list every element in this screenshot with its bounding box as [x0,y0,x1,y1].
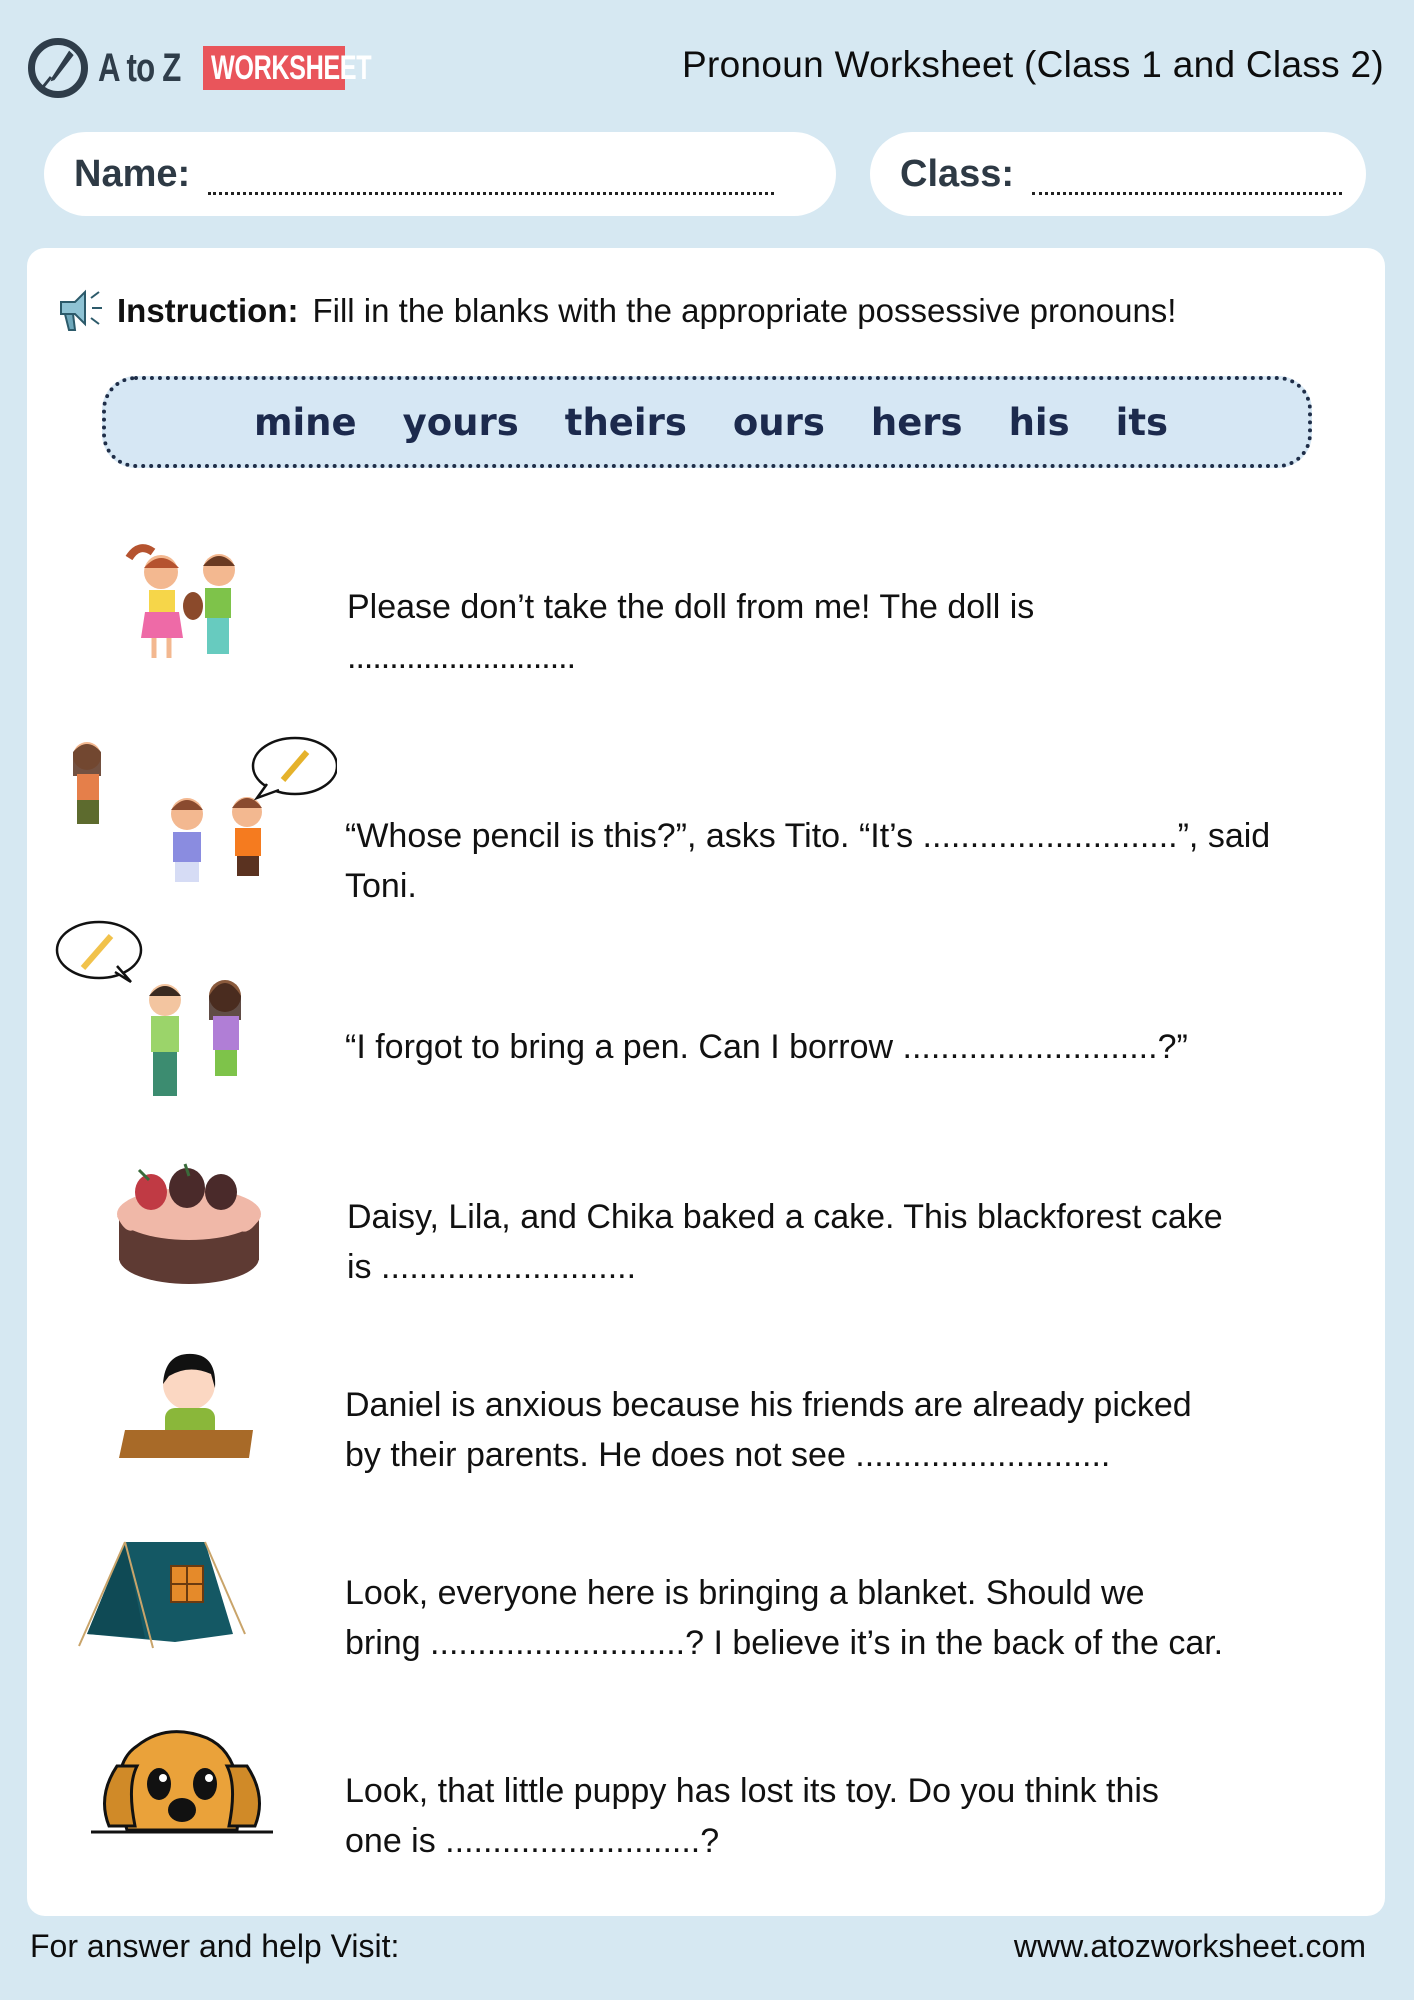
cake-icon [109,1158,269,1288]
answer-blank[interactable]: ........................... [347,638,576,676]
question-line: Please don’t take the doll from me! The doll is [347,588,1035,626]
kids-pencil-speech-icon [57,736,337,911]
puppy-icon [87,1726,277,1836]
question-line: Toni. [345,867,417,905]
question-line: “Whose pencil is this?”, asks Tito. “It’s ...........................”, said [345,817,1271,855]
question-line: Daisy, Lila, and Chika baked a cake. This blackforest cake [347,1198,1223,1236]
question-line: Look, that little puppy has lost its toy. Do you think this [345,1772,1159,1810]
word-bank-item: ours [732,400,825,444]
question-text [345,811,1385,911]
question-line: by their parents. He does not see ........................... [345,1436,1111,1474]
kids-fighting-doll-icon [119,538,249,668]
word-bank-item: mine [253,400,357,444]
footer-help-text: For answer and help Visit: [30,1928,400,1964]
word-bank-item: his [1008,400,1070,444]
question-text [345,1380,1385,1480]
logo-badge [203,46,372,90]
word-bank-item: yours [402,400,519,444]
question-text [345,1766,1385,1866]
question-text [347,582,1387,682]
question-line: Look, everyone here is bringing a blanket. Should we [345,1574,1145,1612]
megaphone-icon [55,288,107,334]
logo-brand-text: A to Z [98,45,181,90]
worksheet-card [27,248,1385,1916]
question-text [347,1192,1387,1292]
name-blank-line[interactable] [208,175,774,195]
word-bank [102,376,1312,468]
question-text [345,1022,1385,1072]
class-blank-line[interactable] [1032,175,1342,195]
name-field[interactable] [44,132,836,216]
page-title: Pronoun Worksheet (Class 1 and Class 2) [682,44,1384,85]
tent-icon [75,1538,255,1658]
class-label: Class: [900,152,1015,195]
class-field[interactable] [870,132,1366,216]
name-label: Name: [74,152,191,195]
header [0,0,1414,130]
site-logo[interactable] [28,38,372,98]
word-bank-item: hers [870,400,963,444]
instruction [55,288,1176,334]
anxious-boy-icon [119,1344,259,1464]
question-line: bring ...........................? I believe it’s in the back of the car. [345,1624,1224,1662]
instruction-text: Fill in the blanks with the appropriate possessive pronouns! [312,292,1177,329]
question-text [345,1568,1385,1668]
girls-pen-speech-icon [55,920,255,1120]
logo-badge-text: WORKSHEET [211,49,372,87]
question-line: “I forgot to bring a pen. Can I borrow ...........................?” [345,1028,1188,1066]
question-line: one is ...........................? [345,1822,720,1860]
word-bank-item: its [1115,400,1169,444]
footer-website-link[interactable]: www.atozworksheet.com [1013,1928,1366,1964]
question-line: Daniel is anxious because his friends are already picked [345,1386,1192,1424]
instruction-label: Instruction: [117,292,299,329]
question-line: is ........................... [347,1248,637,1286]
word-bank-item: theirs [564,400,687,444]
pen-logo-icon [28,38,88,98]
